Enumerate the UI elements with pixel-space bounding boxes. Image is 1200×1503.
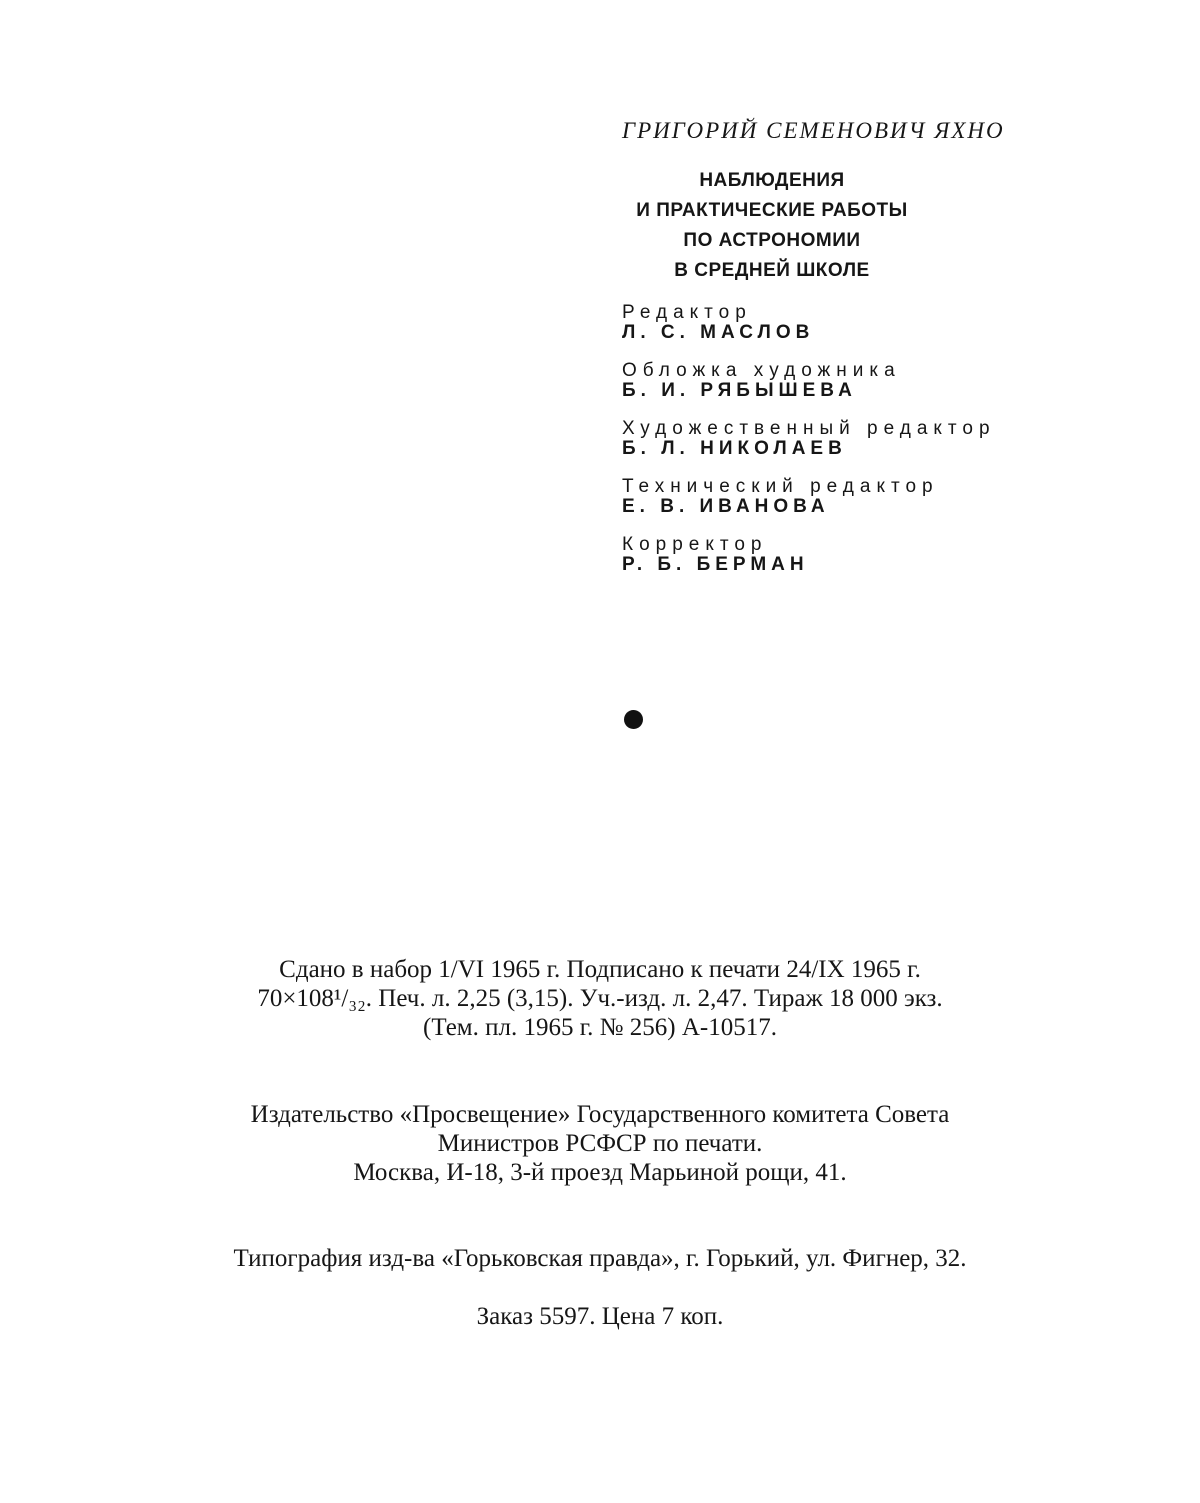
credit-editor (622, 304, 1092, 344)
credit-role: Обложка художника (622, 360, 901, 381)
imprint-line: Издательство «Просвещение» Государственного комитета Совета (250, 1101, 950, 1128)
credit-role: Корректор (622, 534, 768, 555)
credits-block (622, 118, 1092, 576)
credit-person: Е. В. ИВАНОВА (622, 496, 830, 517)
imprint-publisher (100, 1100, 1100, 1187)
credit-person: Б. Л. НИКОЛАЕВ (622, 438, 847, 459)
imprint-printer (100, 1244, 1100, 1273)
credit-role: Технический редактор (622, 476, 939, 497)
credit-person: Л. С. МАСЛОВ (622, 322, 815, 343)
credit-person: Б. И. РЯБЫШЕВА (622, 380, 857, 401)
imprint-line: Типография изд-ва «Горьковская правда», г. Горький, ул. Фигнер, 32. (233, 1245, 967, 1272)
credit-role: Редактор (622, 302, 752, 323)
credit-role: Художественный редактор (622, 418, 996, 439)
author-name: ГРИГОРИЙ СЕМЕНОВИЧ ЯХНО (622, 118, 1005, 143)
imprint-line: Министров РСФСР по печати. (437, 1130, 763, 1157)
imprint-line: Заказ 5597. Цена 7 коп. (476, 1303, 724, 1330)
imprint-line: (Тем. пл. 1965 г. № 256) А-10517. (423, 1014, 777, 1041)
imprint-line: Сдано в набор 1/VI 1965 г. Подписано к печати 24/IX 1965 г. (279, 956, 921, 983)
credit-cover-artist (622, 362, 1092, 402)
credit-proofreader (622, 536, 1092, 576)
book-title-line: В СРЕДНЕЙ ШКОЛЕ (674, 260, 870, 281)
bullet-dot-icon (624, 710, 643, 729)
credit-technical-editor (622, 478, 1092, 518)
credit-art-editor (622, 420, 1092, 460)
book-title-line: ПО АСТРОНОМИИ (683, 230, 861, 251)
imprint-line: 70×108¹/₃₂. Печ. л. 2,25 (3,15). Уч.-изд. л. 2,47. Тираж 18 000 экз. (257, 985, 943, 1012)
imprint-line: Москва, И-18, 3-й проезд Марьиной рощи, 41. (353, 1159, 847, 1186)
credit-person: Р. Б. БЕРМАН (622, 554, 809, 575)
book-title-line: И ПРАКТИЧЕСКИЕ РАБОТЫ (636, 200, 908, 221)
book-title (622, 166, 922, 286)
imprint-typesetting (100, 955, 1100, 1042)
book-title-line: НАБЛЮДЕНИЯ (699, 170, 845, 191)
imprint-order (100, 1302, 1100, 1331)
